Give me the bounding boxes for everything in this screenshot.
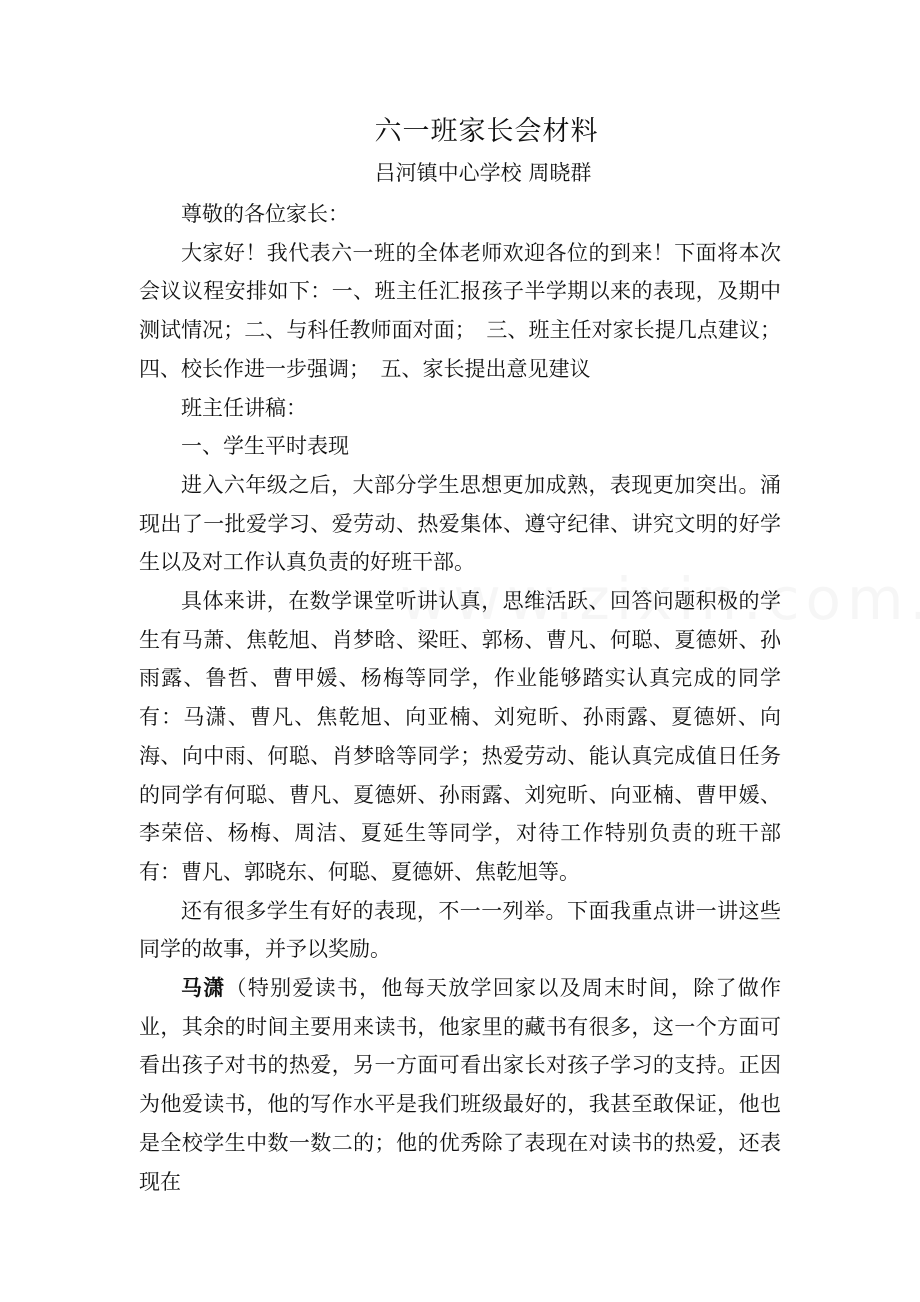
- story-paragraph: [139, 969, 781, 1201]
- more-students-paragraph: 还有很多学生有好的表现，不一一列举。下面我重点讲一讲这些同学的故事，并予以奖励。: [139, 898, 781, 962]
- document-subtitle: 吕河镇中心学校 周晓群: [374, 161, 592, 185]
- intro-paragraph: 大家好！我代表六一班的全体老师欢迎各位的到来！下面将本次会议议程安排如下：一、班主任汇报孩子半学期以来的表现，及期中测试情况；二、与科任教师面对面； 三、班主任对家长提几点建议；四、校长作进一步强调； 五、家长提出意见建议: [139, 240, 781, 381]
- speech-label: 班主任讲稿：: [181, 395, 307, 420]
- general-performance-paragraph: 进入六年级之后，大部分学生思想更加成熟，表现更加突出。涌现出了一批爱学习、爱劳动、热爱集体、遵守纪律、讲究文明的好学生以及对工作认真负责的好班干部。: [139, 472, 781, 575]
- specific-performance-paragraph: 具体来讲，在数学课堂听讲认真，思维活跃、回答问题积极的学生有马萧、焦乾旭、肖梦晗、梁旺、郭杨、曹凡、何聪、夏德妍、孙雨露、鲁哲、曹甲媛、杨梅等同学，作业能够踏实认真完成的同学有：马潇、曹凡、焦乾旭、向亚楠、刘宛昕、孙雨露、夏德妍、向海、向中雨、何聪、肖梦晗等同学；热爱劳动、能认真完成值日任务的同学有何聪、曹凡、夏德妍、孙雨露、刘宛昕、向亚楠、曹甲媛、李荣倍、杨梅、周洁、夏延生等同学，对待工作特别负责的班干部有：曹凡、郭晓东、何聪、夏德妍、焦乾旭等。: [139, 589, 781, 884]
- document-body: [139, 195, 781, 1201]
- story-student-name: 马潇: [181, 975, 226, 1001]
- section-heading: 一、学生平时表现: [181, 434, 349, 459]
- document-title: 六一班家长会材料: [374, 116, 599, 147]
- greeting-paragraph: 尊敬的各位家长：: [181, 202, 349, 226]
- story-text: （特别爱读书，他每天放学回家以及周末时间，除了做作业，其余的时间主要用来读书，他家里的藏书有很多，这一个方面可看出孩子对书的热爱，另一方面可看出家长对孩子学习的支持。正因为他爱读书，他的写作水平是我们班级最好的，我甚至敢保证，他也是全校学生中数一数二的；他的优秀除了表现在对读书的热爱，还表现在: [139, 976, 782, 1194]
